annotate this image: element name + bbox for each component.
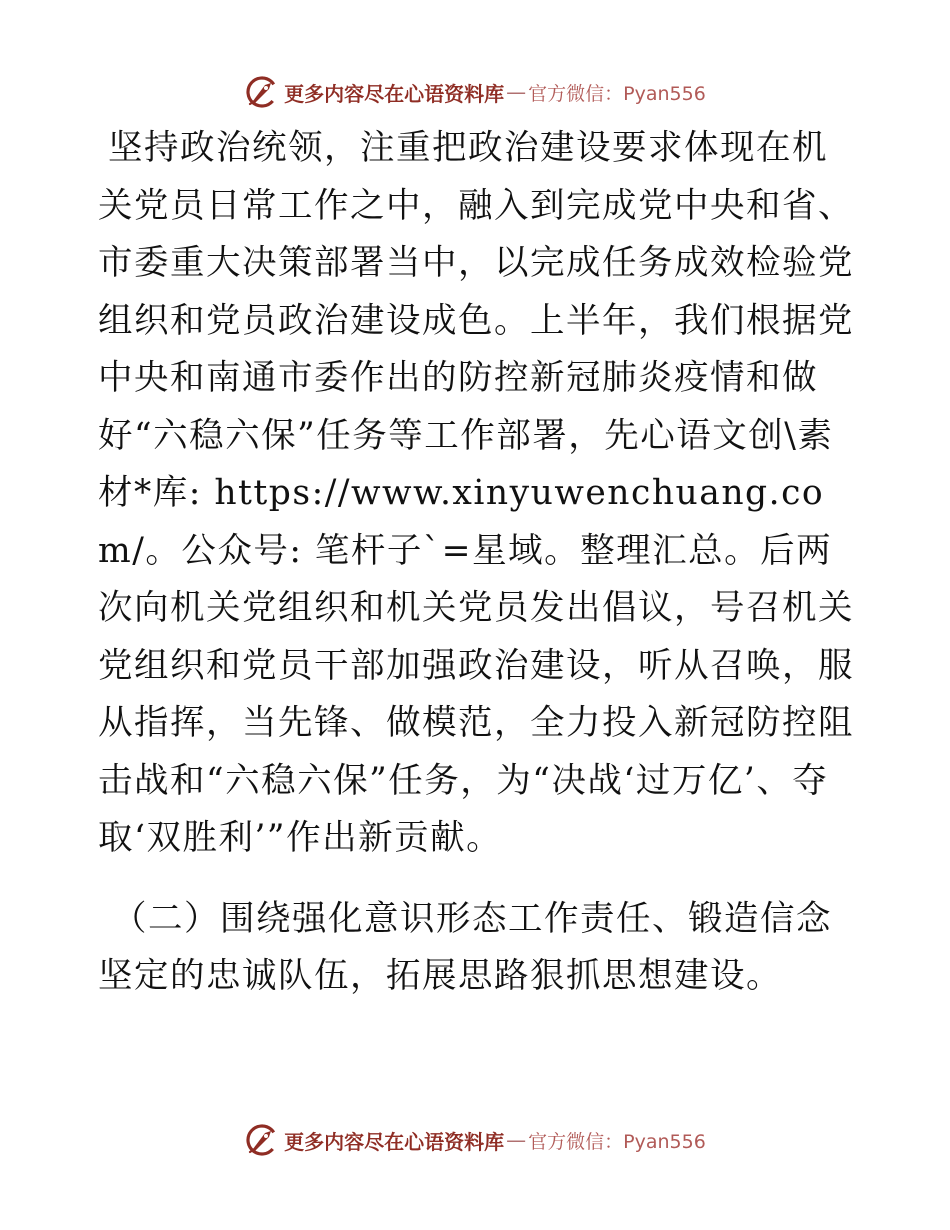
footer-site-text: 更多内容尽在心语资料库 (284, 1129, 505, 1154)
footer-separator: — (506, 1128, 527, 1152)
document-body (98, 120, 858, 1006)
header-separator: — (506, 80, 527, 104)
footer-wechat-text: 官方微信：Pyan556 (528, 1130, 706, 1153)
footer-banner (0, 1120, 950, 1160)
pen-nib-logo-icon (244, 1122, 280, 1158)
header-site-text: 更多内容尽在心语资料库 (284, 81, 505, 106)
header-banner (0, 72, 950, 112)
section-heading-paragraph: （二）围绕强化意识形态工作责任、锻造信念坚定的忠诚队伍，拓展思路狠抓思想建设。 (98, 898, 832, 996)
pen-nib-logo-icon (244, 74, 280, 110)
body-paragraph: 坚持政治统领，注重把政治建设要求体现在机关党员日常工作之中，融入到完成党中央和省、市委重大决策部署当中，以完成任务成效检验党组织和党员政治建设成色。上半年，我们根据党中央和南通市委作出的防控新冠肺炎疫情和做好“六稳六保”任务等工作部署，先心语文创\素材*库: https://www.xinyuwenchuang.com/。公众号: 笔杆子`=星域。整理汇总。后两次向机关党组织和机关党员发出倡议，号召机关党组织和党员干部加强政治建设，听从召唤，服从指挥，当先锋、做模范，全力投入新冠防控阻击战和“六稳六保”任务，为“决战‘过万亿’、夺取‘双胜利’”作出新贡献。 (98, 128, 854, 858)
header-wechat-text: 官方微信：Pyan556 (528, 82, 706, 105)
